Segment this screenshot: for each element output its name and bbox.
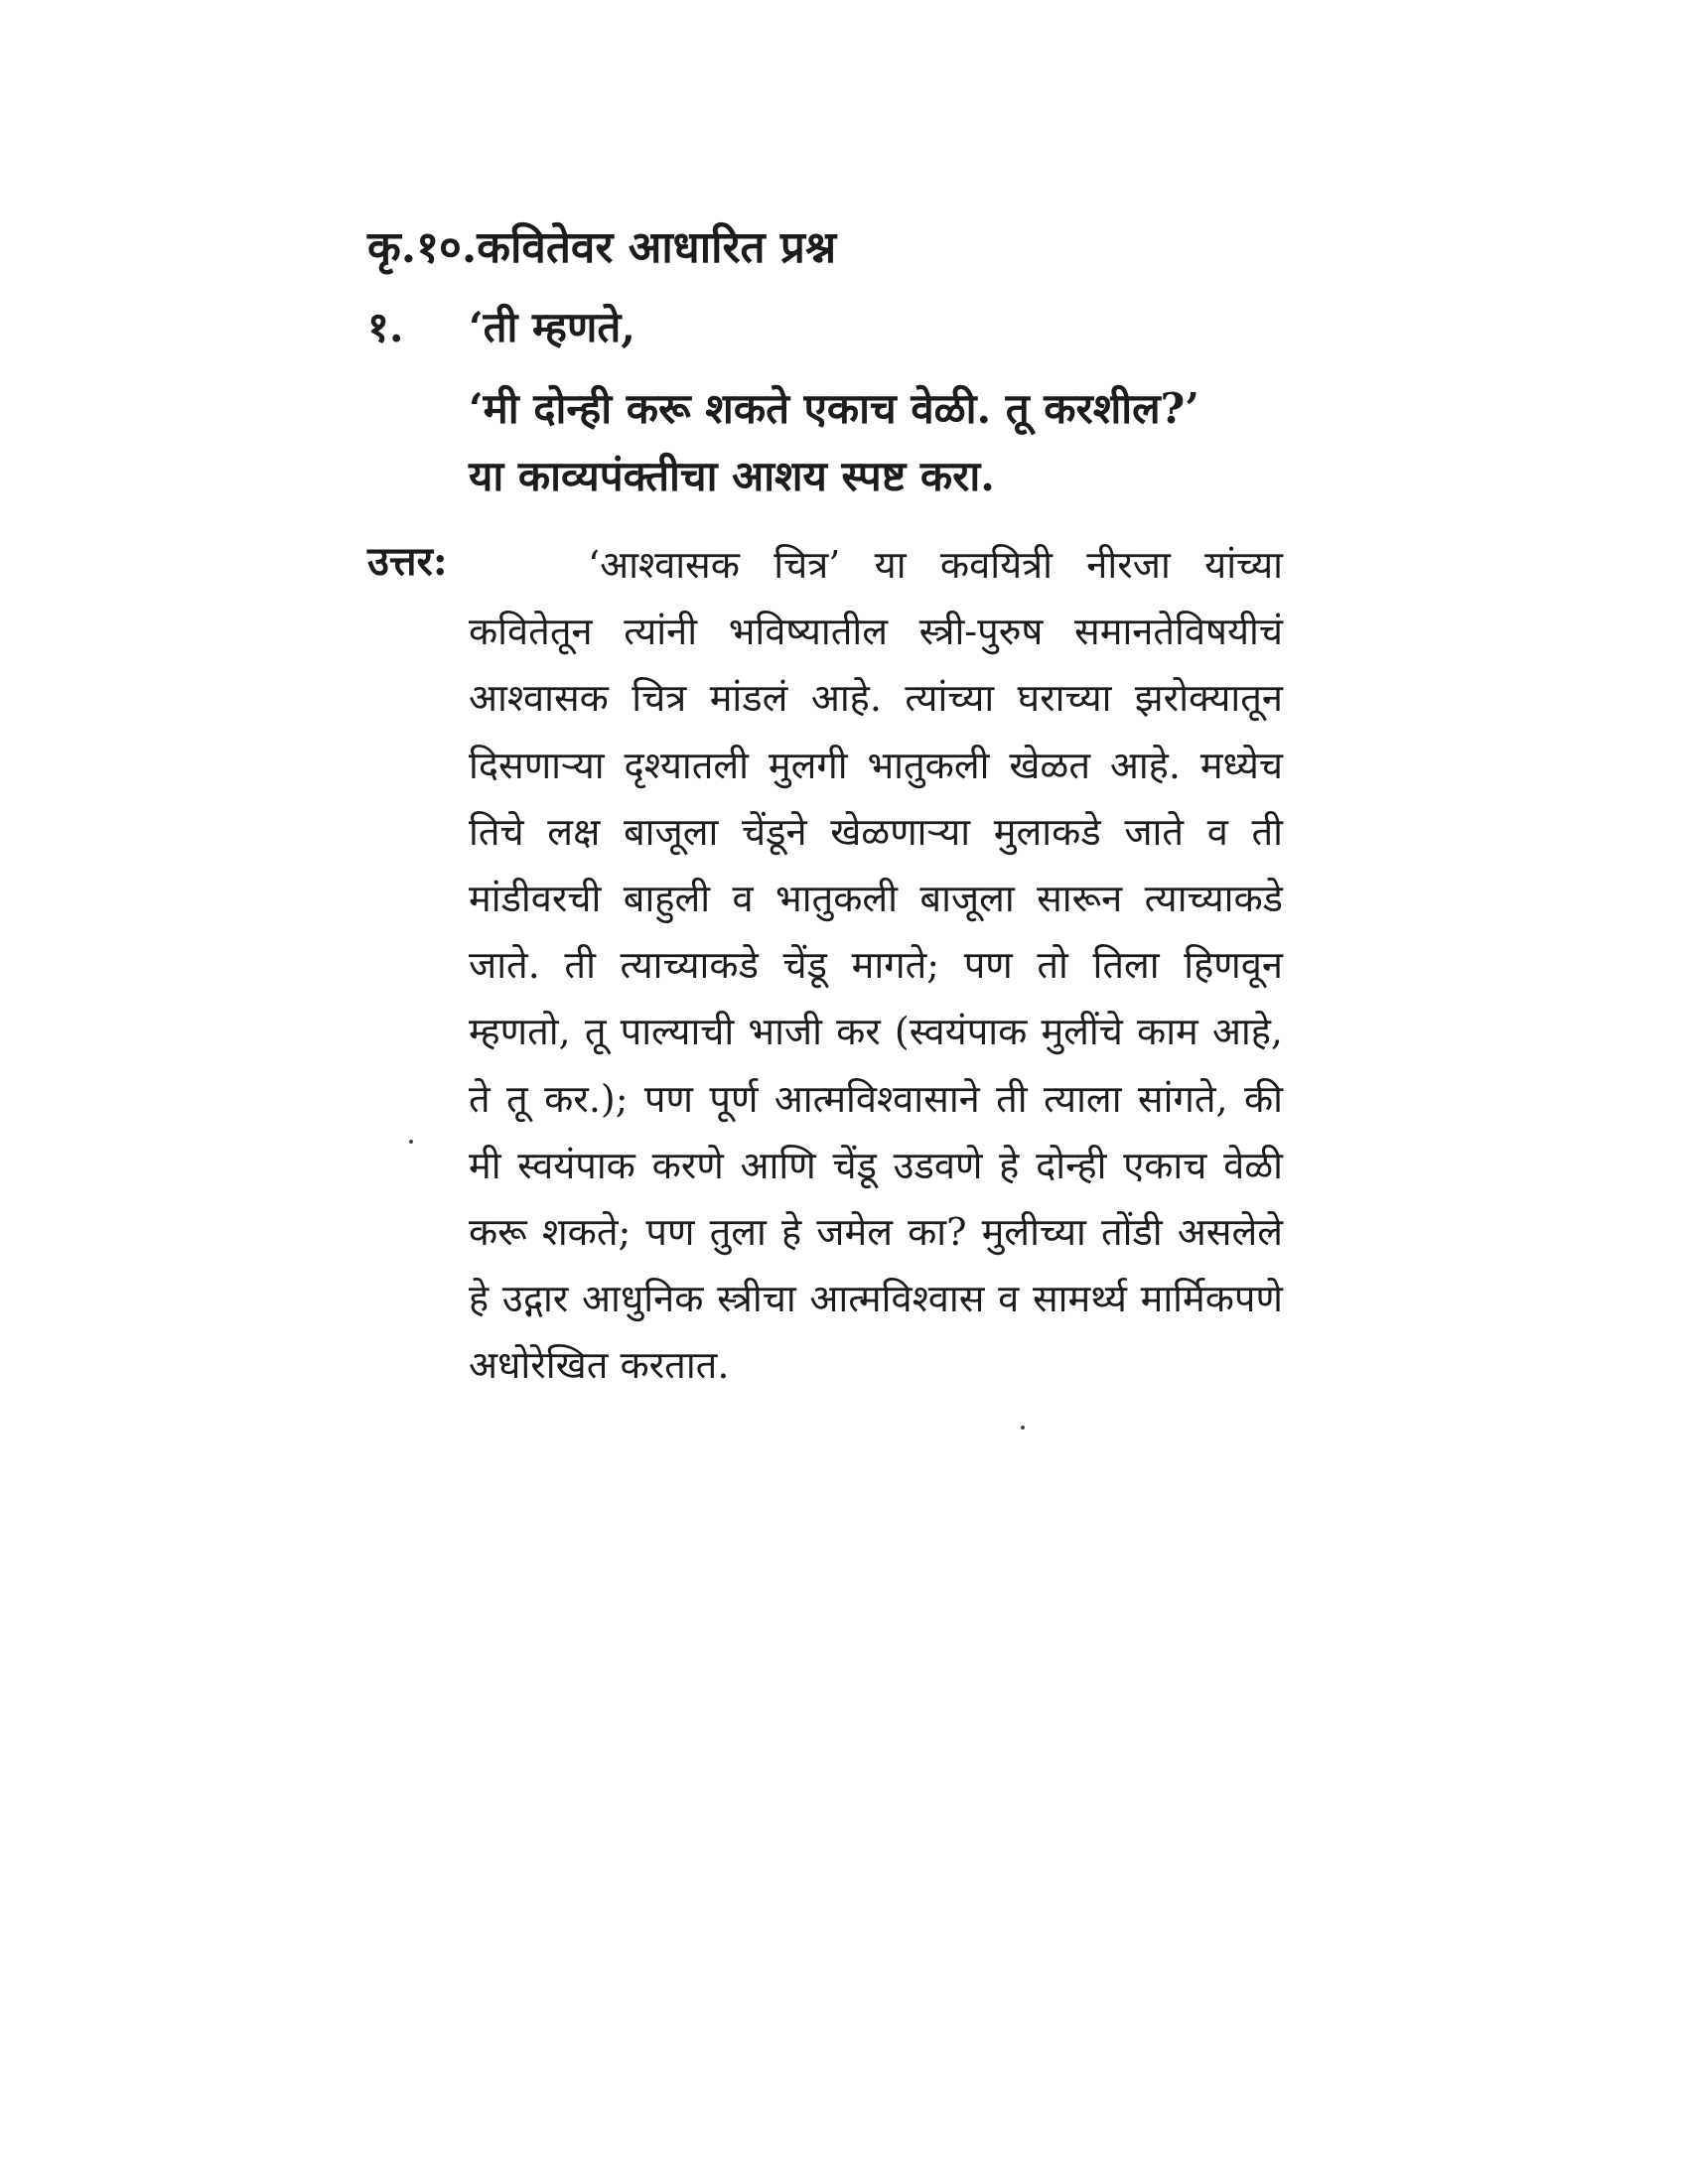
question-line-2: ‘मी दोन्ही करू शकते एकाच वेळी. तू करशील?’ bbox=[469, 384, 1199, 433]
question-number: १. bbox=[367, 303, 404, 351]
answer-label: उत्तर: bbox=[367, 538, 448, 585]
scan-speck bbox=[409, 1140, 413, 1144]
scan-speck bbox=[1021, 1426, 1025, 1430]
question-line-3: या काव्यपंक्तीचा आशय स्पष्ट करा. bbox=[469, 452, 995, 500]
answer-paragraph: ‘आश्वासक चित्र’ या कवयित्री नीरजा यांच्या कवितेतून त्यांनी भविष्यातील स्त्री-पुरुष समानतेविषयीचं आश्वासक चित्र मांडलं आहे. त्यांच्या घराच्या झरोक्यातून दिसणाऱ्या दृश्यातली मुलगी भातुकली खेळत आहे. मध्येच तिचे लक्ष बाजूला चेंडूने खेळणाऱ्या मुलाकडे जाते व ती मांडीवरची बाहुली व भातुकली बाजूला सारून त्याच्याकडे जाते. ती त्याच्याकडे चेंडू मागते; पण तो तिला हिणवून म्हणतो, तू पाल्याची भाजी कर (स्वयंपाक मुलींचे काम आहे, ते तू कर.); पण पूर्ण आत्मविश्वासाने ती त्याला सांगते, की मी स्वयंपाक करणे आणि चेंडू उडवणे हे दोन्ही एकाच वेळी करू शकते; पण तुला हे जमेल का? मुलीच्या तोंडी असलेले हे उद्गार आधुनिक स्त्रीचा आत्मविश्वास व सामर्थ्य मार्मिकपणे अधोरेखित करतात. bbox=[469, 543, 1283, 1388]
question-line-1: ‘ती म्हणते, bbox=[469, 303, 635, 351]
section-heading: कृ.१०.कवितेवर आधारित प्रश्न bbox=[367, 222, 837, 273]
